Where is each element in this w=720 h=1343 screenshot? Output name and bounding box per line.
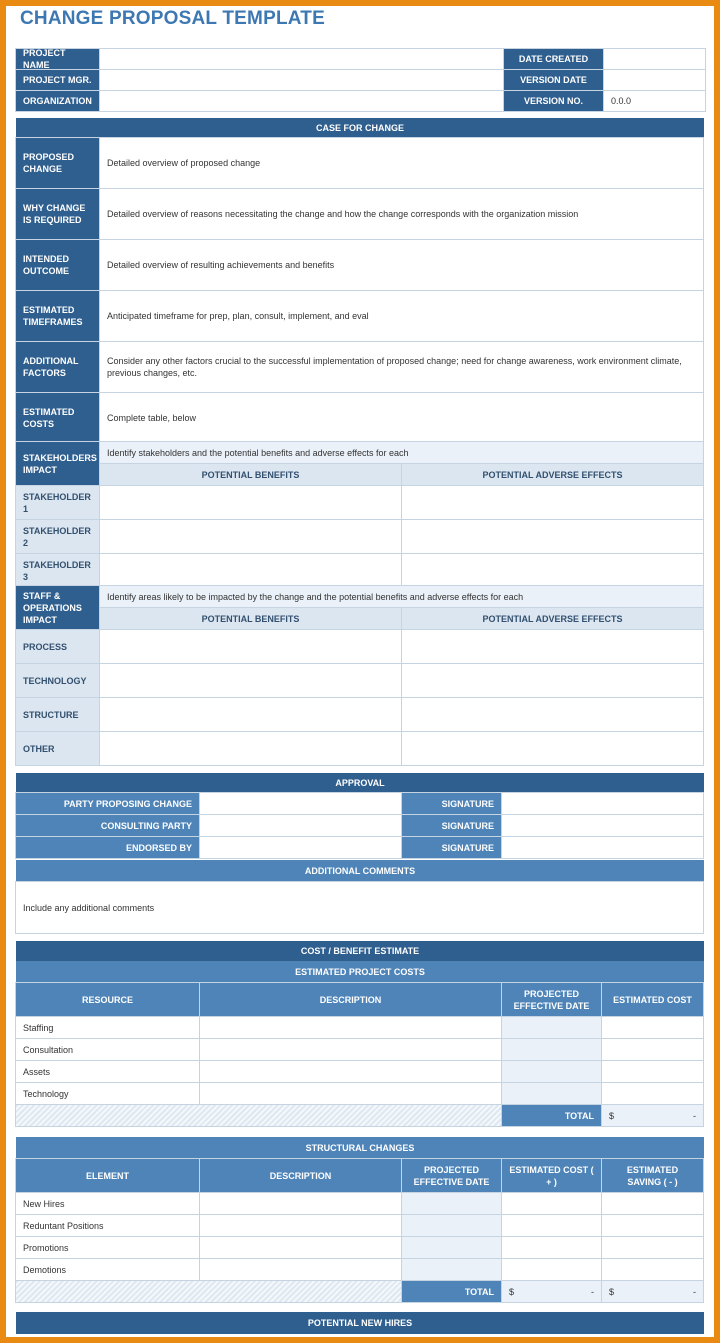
date-created-field[interactable] bbox=[603, 48, 706, 70]
date-created-label: DATE CREATED bbox=[503, 48, 604, 70]
effective-date-cell[interactable] bbox=[501, 1038, 602, 1061]
estimated-saving-cell[interactable] bbox=[601, 1236, 704, 1259]
total-saving-cell bbox=[601, 1280, 704, 1303]
total-cost-cell bbox=[501, 1280, 602, 1303]
currency-symbol: $ bbox=[609, 1110, 615, 1121]
approval-name-field[interactable] bbox=[199, 814, 402, 837]
estimated-saving-cell[interactable] bbox=[601, 1258, 704, 1281]
effective-date-cell[interactable] bbox=[401, 1192, 502, 1215]
total-value: - bbox=[693, 1110, 696, 1121]
stakeholder-benefit-cell[interactable] bbox=[99, 553, 402, 588]
staff-benefit-cell[interactable] bbox=[99, 697, 402, 732]
approval-label: ENDORSED BY bbox=[15, 836, 200, 859]
resource-cell[interactable]: Assets bbox=[15, 1060, 200, 1083]
version-date-label: VERSION DATE bbox=[503, 69, 604, 91]
total-cost-cell bbox=[601, 1104, 704, 1127]
project-header bbox=[16, 49, 706, 112]
stakeholder-benefit-cell[interactable] bbox=[99, 485, 402, 520]
signature-field[interactable] bbox=[501, 792, 704, 815]
potential-benefits-header: POTENTIAL BENEFITS bbox=[99, 607, 402, 630]
staff-area-label: TECHNOLOGY bbox=[15, 663, 100, 698]
staff-impact-label: STAFF & OPERATIONS IMPACT bbox=[15, 585, 100, 630]
effective-date-cell[interactable] bbox=[501, 1016, 602, 1039]
description-cell[interactable] bbox=[199, 1060, 502, 1083]
resource-cell[interactable]: Consultation bbox=[15, 1038, 200, 1061]
effective-date-column-header: PROJECTED EFFECTIVE DATE bbox=[401, 1158, 502, 1193]
potential-adverse-header: POTENTIAL ADVERSE EFFECTS bbox=[401, 463, 704, 486]
stakeholder-benefit-cell[interactable] bbox=[99, 519, 402, 554]
stakeholders-impact-label: STAKEHOLDERS IMPACT bbox=[15, 441, 100, 486]
effective-date-cell[interactable] bbox=[501, 1060, 602, 1083]
version-no-field[interactable]: 0.0.0 bbox=[603, 90, 706, 112]
estimated-saving-cell[interactable] bbox=[601, 1214, 704, 1237]
currency-symbol: $ bbox=[509, 1286, 515, 1297]
additional-comments-header: ADDITIONAL COMMENTS bbox=[16, 860, 704, 882]
estimated-cost-cell[interactable] bbox=[601, 1060, 704, 1083]
staff-benefit-cell[interactable] bbox=[99, 629, 402, 664]
case-for-change-header: CASE FOR CHANGE bbox=[16, 118, 704, 138]
stakeholders-impact-text: Identify stakeholders and the potential benefits and adverse effects for each bbox=[99, 441, 704, 464]
staff-area-label: STRUCTURE bbox=[15, 697, 100, 732]
total-spacer bbox=[15, 1280, 402, 1303]
case-label: PROPOSED CHANGE bbox=[15, 137, 100, 189]
approval-name-field[interactable] bbox=[199, 792, 402, 815]
total-value: - bbox=[591, 1286, 594, 1297]
staff-area-label: OTHER bbox=[15, 731, 100, 766]
stakeholder-adverse-cell[interactable] bbox=[401, 553, 704, 588]
case-label: ADDITIONAL FACTORS bbox=[15, 341, 100, 393]
estimated-cost-cell[interactable] bbox=[501, 1192, 602, 1215]
stakeholder-adverse-cell[interactable] bbox=[401, 519, 704, 554]
organization-label: ORGANIZATION bbox=[15, 90, 100, 112]
element-column-header: ELEMENT bbox=[15, 1158, 200, 1193]
effective-date-cell[interactable] bbox=[401, 1236, 502, 1259]
description-cell[interactable] bbox=[199, 1258, 402, 1281]
element-cell[interactable]: Reduntant Positions bbox=[15, 1214, 200, 1237]
potential-benefits-header: POTENTIAL BENEFITS bbox=[99, 463, 402, 486]
version-no-label: VERSION NO. bbox=[503, 90, 604, 112]
approval-label: CONSULTING PARTY bbox=[15, 814, 200, 837]
staff-benefit-cell[interactable] bbox=[99, 663, 402, 698]
estimated-cost-column-header: ESTIMATED COST ( + ) bbox=[501, 1158, 602, 1193]
resource-column-header: RESOURCE bbox=[15, 982, 200, 1017]
additional-comments-box bbox=[16, 882, 704, 934]
project-name-field[interactable] bbox=[99, 48, 504, 70]
case-label: ESTIMATED TIMEFRAMES bbox=[15, 290, 100, 342]
project-costs-table bbox=[16, 983, 704, 1127]
estimated-cost-cell[interactable] bbox=[501, 1236, 602, 1259]
case-for-change-table bbox=[16, 138, 704, 444]
stakeholder-adverse-cell[interactable] bbox=[401, 485, 704, 520]
total-value: - bbox=[693, 1286, 696, 1297]
estimated-cost-cell[interactable] bbox=[501, 1214, 602, 1237]
description-cell[interactable] bbox=[199, 1236, 402, 1259]
project-mgr-field[interactable] bbox=[99, 69, 504, 91]
staff-area-label: PROCESS bbox=[15, 629, 100, 664]
case-text[interactable]: Detailed overview of reasons necessitating the change and how the change corresponds with the organization mission bbox=[99, 188, 704, 240]
effective-date-cell[interactable] bbox=[401, 1214, 502, 1237]
structural-changes-table bbox=[16, 1159, 704, 1303]
signature-field[interactable] bbox=[501, 814, 704, 837]
currency-symbol: $ bbox=[609, 1286, 615, 1297]
element-cell[interactable]: New Hires bbox=[15, 1192, 200, 1215]
approval-header: APPROVAL bbox=[16, 773, 704, 793]
cost-benefit-header: COST / BENEFIT ESTIMATE bbox=[16, 941, 704, 961]
case-text[interactable]: Detailed overview of resulting achievements and benefits bbox=[99, 239, 704, 291]
estimated-cost-cell[interactable] bbox=[501, 1258, 602, 1281]
signature-label: SIGNATURE bbox=[401, 814, 502, 837]
description-column-header: DESCRIPTION bbox=[199, 982, 502, 1017]
case-text[interactable]: Anticipated timeframe for prep, plan, consult, implement, and eval bbox=[99, 290, 704, 342]
total-spacer bbox=[15, 1104, 502, 1127]
case-text[interactable]: Detailed overview of proposed change bbox=[99, 137, 704, 189]
element-cell[interactable]: Demotions bbox=[15, 1258, 200, 1281]
description-cell[interactable] bbox=[199, 1082, 502, 1105]
approval-table bbox=[16, 793, 704, 859]
signature-label: SIGNATURE bbox=[401, 836, 502, 859]
stakeholder-label: STAKEHOLDER 3 bbox=[15, 553, 100, 588]
stakeholder-label: STAKEHOLDER 2 bbox=[15, 519, 100, 554]
description-cell[interactable] bbox=[199, 1214, 402, 1237]
project-name-label: PROJECT NAME bbox=[15, 48, 100, 70]
staff-adverse-cell[interactable] bbox=[401, 629, 704, 664]
case-text[interactable]: Consider any other factors crucial to the successful implementation of proposed change; need for change awareness, work environment climate, previous changes, etc. bbox=[99, 341, 704, 393]
estimated-cost-cell[interactable] bbox=[601, 1082, 704, 1105]
signature-label: SIGNATURE bbox=[401, 792, 502, 815]
estimated-project-costs-header: ESTIMATED PROJECT COSTS bbox=[16, 961, 704, 983]
estimated-saving-column-header: ESTIMATED SAVING ( - ) bbox=[601, 1158, 704, 1193]
case-label: INTENDED OUTCOME bbox=[15, 239, 100, 291]
staff-adverse-cell[interactable] bbox=[401, 731, 704, 766]
case-label: ESTIMATED COSTS bbox=[15, 392, 100, 444]
stakeholders-impact-table bbox=[16, 442, 704, 588]
estimated-cost-cell[interactable] bbox=[601, 1016, 704, 1039]
staff-adverse-cell[interactable] bbox=[401, 697, 704, 732]
description-cell[interactable] bbox=[199, 1038, 502, 1061]
effective-date-cell[interactable] bbox=[401, 1258, 502, 1281]
effective-date-cell[interactable] bbox=[501, 1082, 602, 1105]
resource-cell[interactable]: Staffing bbox=[15, 1016, 200, 1039]
staff-benefit-cell[interactable] bbox=[99, 731, 402, 766]
structural-changes-header: STRUCTURAL CHANGES bbox=[16, 1137, 704, 1159]
case-label: WHY CHANGE IS REQUIRED bbox=[15, 188, 100, 240]
page-title: CHANGE PROPOSAL TEMPLATE bbox=[20, 8, 325, 29]
estimated-saving-cell[interactable] bbox=[601, 1192, 704, 1215]
approval-label: PARTY PROPOSING CHANGE bbox=[15, 792, 200, 815]
version-date-field[interactable] bbox=[603, 69, 706, 91]
project-mgr-label: PROJECT MGR. bbox=[15, 69, 100, 91]
signature-field[interactable] bbox=[501, 836, 704, 859]
approval-name-field[interactable] bbox=[199, 836, 402, 859]
staff-impact-text: Identify areas likely to be impacted by the change and the potential benefits and adverse effects for each bbox=[99, 585, 704, 608]
description-cell[interactable] bbox=[199, 1192, 402, 1215]
staff-operations-impact-table bbox=[16, 586, 704, 766]
description-column-header: DESCRIPTION bbox=[199, 1158, 402, 1193]
additional-comments-field[interactable]: Include any additional comments bbox=[15, 881, 704, 934]
total-label: TOTAL bbox=[501, 1104, 602, 1127]
estimated-cost-column-header: ESTIMATED COST bbox=[601, 982, 704, 1017]
estimated-cost-cell[interactable] bbox=[601, 1038, 704, 1061]
case-text[interactable]: Complete table, below bbox=[99, 392, 704, 444]
organization-field[interactable] bbox=[99, 90, 504, 112]
total-label: TOTAL bbox=[401, 1280, 502, 1303]
effective-date-column-header: PROJECTED EFFECTIVE DATE bbox=[501, 982, 602, 1017]
stakeholder-label: STAKEHOLDER 1 bbox=[15, 485, 100, 520]
element-cell[interactable]: Promotions bbox=[15, 1236, 200, 1259]
resource-cell[interactable]: Technology bbox=[15, 1082, 200, 1105]
potential-new-hires-header: POTENTIAL NEW HIRES bbox=[16, 1312, 704, 1334]
staff-adverse-cell[interactable] bbox=[401, 663, 704, 698]
potential-adverse-header: POTENTIAL ADVERSE EFFECTS bbox=[401, 607, 704, 630]
description-cell[interactable] bbox=[199, 1016, 502, 1039]
